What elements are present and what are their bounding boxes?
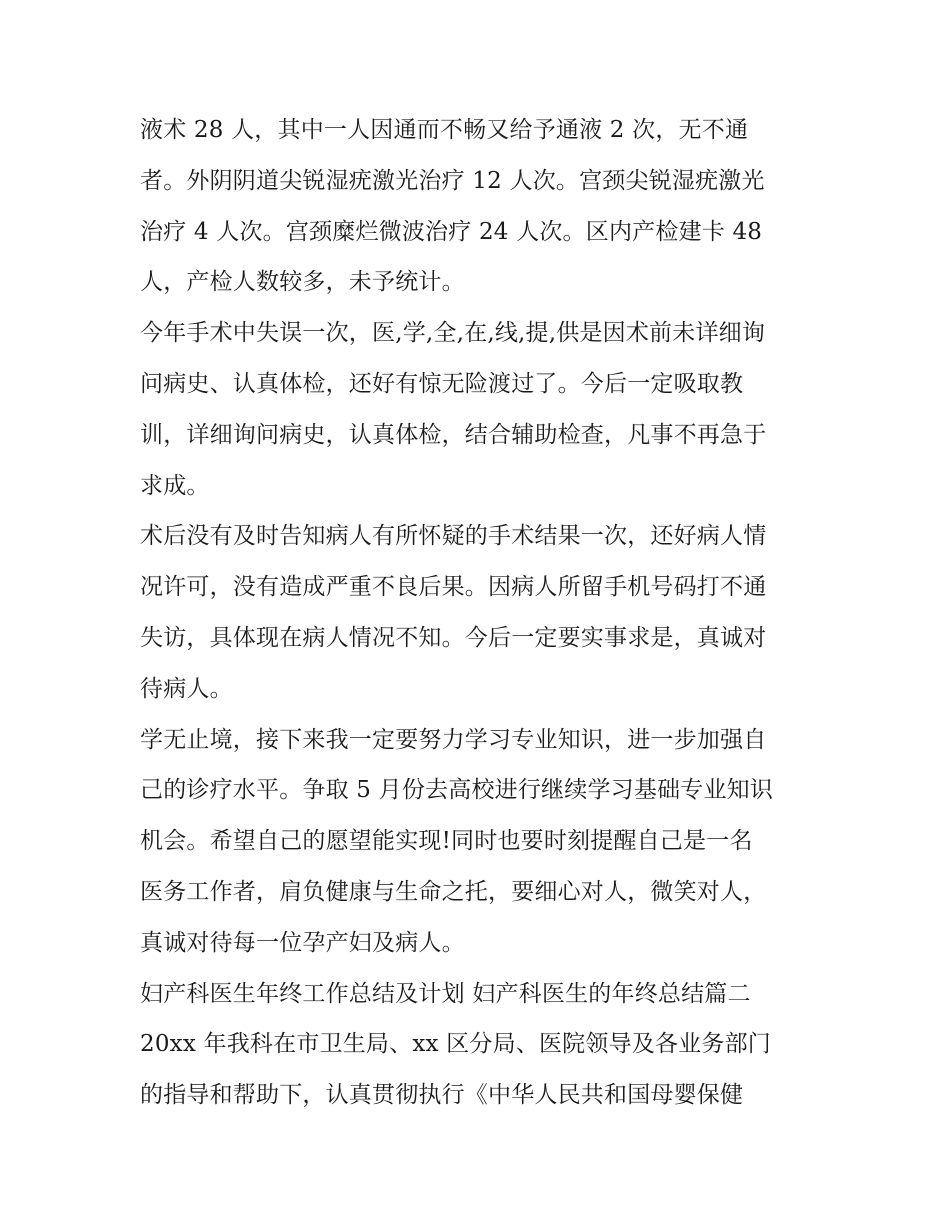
text-line: 妇产科医生年终工作总结及计划 妇产科医生的年终总结篇二 [140, 980, 751, 1007]
text-line: 液术 28 人，其中一人因通而不畅又给予通液 2 次，无不通 [140, 117, 749, 143]
document-body [140, 105, 820, 1121]
text-line: 待病人。 [140, 675, 233, 702]
text-line: 问病史、认真体检，还好有惊无险渡过了。今后一定吸取教 [140, 370, 744, 397]
text-line: 者。外阴阴道尖锐湿疣激光治疗 12 人次。宫颈尖锐湿疣激光 [140, 167, 765, 194]
text-line: 机会。希望自己的愿望能实现!同时也要时刻提醒自己是一名 [140, 828, 753, 855]
text-line: 医务工作者，肩负健康与生命之托，要细心对人，微笑对人， [140, 878, 767, 905]
text-line: 况许可，没有造成严重不良后果。因病人所留手机号码打不通 [140, 574, 767, 601]
text-line: 失访，具体现在病人情况不知。今后一定要实事求是，真诚对 [140, 624, 767, 651]
text-line: 治疗 4 人次。宫颈糜烂微波治疗 24 人次。区内产检建卡 48 [140, 218, 763, 245]
text-line: 术后没有及时告知病人有所怀疑的手术结果一次，还好病人情 [140, 523, 767, 550]
text-line: 训，详细询问病史，认真体检，结合辅助检查，凡事不再急于 [140, 421, 767, 448]
text-line: 人，产检人数较多，未予统计。 [140, 269, 465, 296]
text-line: 真诚对待每一位孕产妇及病人。 [140, 929, 465, 956]
text-line: 己的诊疗水平。争取 5 月份去高校进行继续学习基础专业知识 [140, 777, 774, 804]
text-line: 求成。 [140, 472, 210, 499]
text-line: 20xx 年我科在市卫生局、xx 区分局、医院领导及各业务部门 [140, 1031, 771, 1058]
text-line: 学无止境，接下来我一定要努力学习专业知识，进一步加强自 [140, 726, 767, 753]
text-line: 的指导和帮助下，认真贯彻执行《中华人民共和国母婴保健 [140, 1082, 744, 1109]
text-line: 今年手术中失误一次，医,学,全,在,线,提,供是因术前未详细询 [140, 320, 766, 347]
